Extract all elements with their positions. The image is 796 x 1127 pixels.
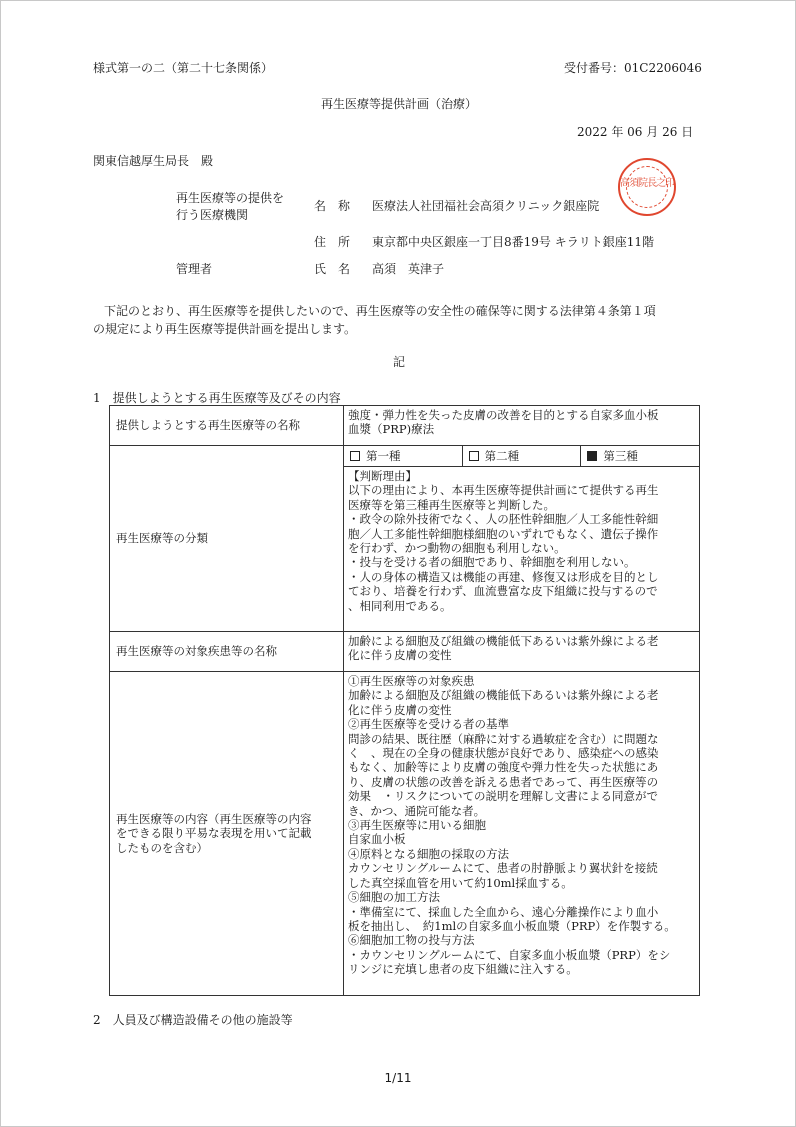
manager-label: 管理者 bbox=[176, 262, 213, 276]
class-option-2 bbox=[463, 446, 582, 466]
content-line: き、かつ、通院可能な者。 bbox=[348, 803, 486, 818]
seal-text: 高須院長之印 bbox=[620, 178, 674, 189]
manager-name-label: 氏 名 bbox=[314, 262, 351, 276]
target-disease-header: 再生医療等の対象疾患等の名称 bbox=[110, 632, 344, 672]
content-line: ③再生医療等に用いる細胞 bbox=[348, 818, 486, 833]
checkbox-unchecked-icon bbox=[350, 451, 360, 461]
content-line: ②再生医療等を受ける者の基準 bbox=[348, 717, 509, 732]
content-line: り、皮膚の状態の改善を訴える患者であって、再生医療等の bbox=[348, 774, 659, 789]
treatment-name-value bbox=[344, 406, 700, 446]
content-line: 化に伴う皮膚の変性 bbox=[348, 702, 452, 717]
page-number: 1/11 bbox=[384, 1071, 412, 1085]
classification-value bbox=[344, 446, 700, 632]
table-row bbox=[110, 632, 700, 672]
submission-date: 2022 年 06 月 26 日 bbox=[577, 125, 694, 139]
official-seal bbox=[618, 158, 676, 216]
class-option-label: 第二種 bbox=[484, 448, 520, 463]
receipt-number: 受付番号：01C2206046 bbox=[564, 61, 702, 75]
manager-name: 高須 英津子 bbox=[372, 262, 445, 276]
intro-line2: の規定により再生医療等提供計画を提出します。 bbox=[93, 322, 357, 336]
content-line: 効果 ・リスクについての説明を理解し文書による同意がで bbox=[348, 789, 659, 804]
classification-options bbox=[344, 446, 699, 467]
content-line: カウンセリングルームにて、患者の肘静脈より翼状針を接続 bbox=[348, 861, 658, 876]
content-line: リンジに充填し患者の皮下組織に注入する。 bbox=[348, 962, 578, 977]
content-line: く 、現在の全身の健康状態が良好であり、感染症への感染 bbox=[348, 746, 659, 761]
content-line: ④原料となる細胞の採取の方法 bbox=[348, 846, 509, 861]
form-label: 様式第一の二（第二十七条関係） bbox=[93, 61, 274, 75]
target-disease-value bbox=[344, 632, 700, 672]
section-2-heading: 2 人員及び構造設備その他の施設等 bbox=[93, 1013, 293, 1027]
reason-line: を行わず、かつ動物の細胞も利用しない。 bbox=[348, 541, 566, 556]
address-label: 住 所 bbox=[314, 235, 351, 249]
content-header-line: をできる限り平易な表現を用いて記載 bbox=[116, 826, 312, 841]
class-option-label: 第一種 bbox=[366, 448, 401, 463]
reason-line: 胞／人工多能性幹細胞様細胞のいずれでもなく、遺伝子操作 bbox=[348, 526, 659, 541]
reason-line: 以下の理由により、本再生医療等提供計画にて提供する再生 bbox=[348, 483, 659, 498]
content-line: 板を抽出し、 約1mlの自家多血小板血漿（PRP）を作製する。 bbox=[348, 918, 676, 933]
treatment-name-line: 血漿（PRP)療法 bbox=[348, 422, 435, 437]
content-line: ・カウンセリングルームにて、自家多血小板血漿（PRP）をシ bbox=[348, 947, 671, 962]
class-option-label: 第三種 bbox=[603, 448, 638, 463]
intro-line1: 下記のとおり、再生医療等を提供したいので、再生医療等の安全性の確保等に関する法律第４条第１項 bbox=[104, 304, 656, 318]
institution-label-line2: 行う医療機関 bbox=[176, 208, 249, 222]
content-header bbox=[110, 672, 344, 996]
table-row bbox=[110, 406, 700, 446]
reason-line: 、相同利用である。 bbox=[348, 598, 452, 613]
content-line: ①再生医療等の対象疾患 bbox=[348, 674, 475, 688]
checkbox-checked-icon bbox=[587, 451, 597, 461]
institution-label-line1: 再生医療等の提供を bbox=[176, 191, 285, 205]
checkbox-unchecked-icon bbox=[469, 451, 479, 461]
reason-line: ・投与を受ける者の細胞であり、幹細胞を利用しない。 bbox=[348, 555, 636, 570]
content-line: 問診の結果、既往歴（麻酔に対する過敏症を含む）に問題な bbox=[348, 731, 659, 746]
treatment-content-table bbox=[109, 405, 700, 996]
content-line: ⑥細胞加工物の投与方法 bbox=[348, 933, 475, 948]
reason-line: ・人の身体の構造又は機能の再建、修復又は形成を目的とし bbox=[348, 569, 659, 584]
addressee: 関東信越厚生局長 殿 bbox=[93, 154, 214, 168]
institution-address: 東京都中央区銀座一丁目8番19号 キラリト銀座11階 bbox=[372, 235, 654, 249]
class-option-1 bbox=[344, 446, 463, 466]
table-row bbox=[110, 446, 700, 632]
class-option-3 bbox=[581, 446, 699, 466]
content-header-line: 再生医療等の内容（再生医療等の内容 bbox=[116, 811, 312, 826]
content-line: ・準備室にて、採血した全血から、遠心分離操作により血小 bbox=[348, 904, 659, 919]
content-line: 自家血小板 bbox=[348, 832, 406, 847]
ki-heading: 記 bbox=[392, 355, 405, 369]
name-label: 名 称 bbox=[314, 199, 351, 213]
treatment-name-line: 強度・弾力性を失った皮膚の改善を目的とする自家多血小板 bbox=[348, 408, 659, 422]
content-line: もなく、加齢等により皮膚の強度や弾力性を失った状態にあ bbox=[348, 760, 659, 775]
document-title: 再生医療等提供計画（治療） bbox=[320, 97, 477, 111]
content-line: した真空採血管を用いて約10ml採血する。 bbox=[348, 875, 573, 890]
section-1-heading: 1 提供しようとする再生医療等及びその内容 bbox=[93, 391, 341, 405]
treatment-name-header: 提供しようとする再生医療等の名称 bbox=[110, 406, 344, 446]
content-value bbox=[344, 672, 700, 996]
reason-line: 医療等を第三種再生医療等と判断した。 bbox=[348, 497, 555, 512]
table-row bbox=[110, 672, 700, 996]
content-header-line: したものを含む） bbox=[116, 840, 208, 855]
content-line: 加齢による細胞及び組織の機能低下あるいは紫外線による老 bbox=[348, 688, 659, 703]
reason-line: ており、培養を行わず、血流豊富な皮下組織に投与するので bbox=[348, 584, 658, 599]
classification-header: 再生医療等の分類 bbox=[110, 446, 344, 632]
target-disease-line: 加齢による細胞及び組織の機能低下あるいは紫外線による老 bbox=[348, 634, 659, 648]
content-line: ⑤細胞の加工方法 bbox=[348, 890, 440, 905]
reason-line: 【判断理由】 bbox=[348, 469, 417, 483]
institution-name: 医療法人社団福社会高須クリニック銀座院 bbox=[372, 199, 600, 213]
target-disease-line: 化に伴う皮膚の変性 bbox=[348, 648, 452, 663]
reason-line: ・政令の除外技術でなく、人の胚性幹細胞／人工多能性幹細 bbox=[348, 512, 659, 527]
